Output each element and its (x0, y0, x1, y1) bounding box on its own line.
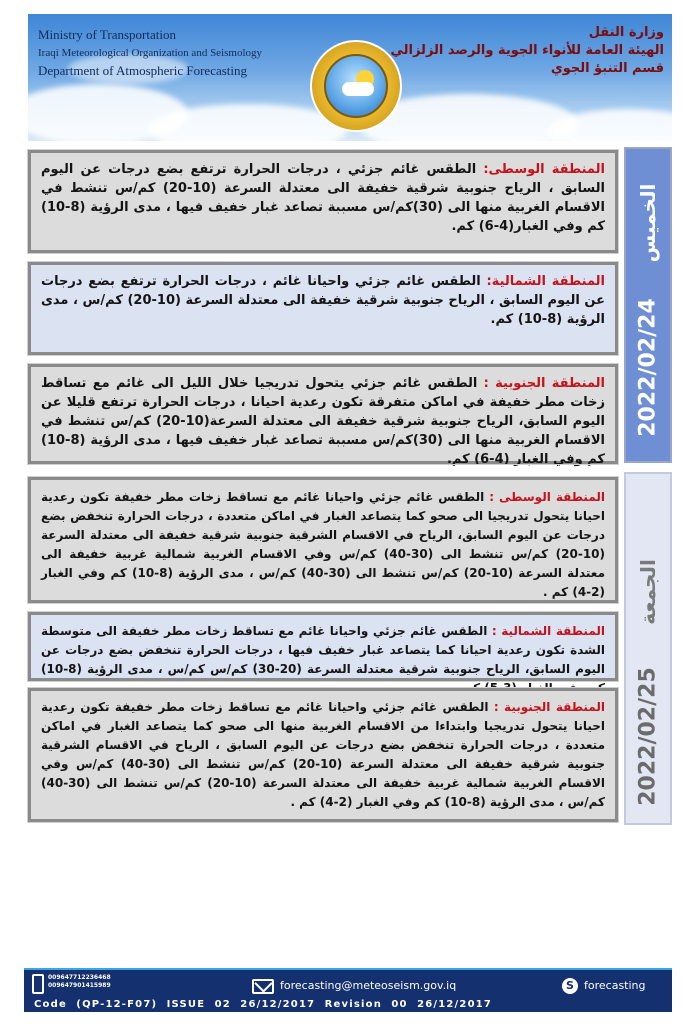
forecast-central-day2 (28, 477, 618, 603)
forecast-south-day1 (28, 364, 618, 467)
day-date: 2022/02/24 (635, 298, 661, 437)
day-name: الجمعة (636, 559, 660, 625)
forecast-text: الطقس غائم جزئي واحيانا غائم مع تساقط زخات مطر خفيفة الى متوسطة الشدة تكون رعدية احيانا كما يتصاعد غبار خفيف فيها ، درجات الحرارة تنخفض بضع درجات عن اليوم السابق، الرياح جنوبية شرقية معتدلة السرعة (20-30) كم/س كم/س ، مدى الرؤية (8-10) (41, 624, 605, 676)
forecast-text: الطقس غائم جزئي ، درجات الحرارة ترتفع بضع درجات عن اليوم السابق ، الرياح جنوبية شرقية خفيفة الى معتدلة السرعة (10-20) كم/س تنشط في الاقسام الغربية منها الى (30)كم/س مسببة تصاعد غبار خفيف فيها ، مدى الرؤية (8-10) كم وفي الغبار(4-6) كم. (41, 162, 605, 234)
department-name-ar: قسم التنبؤ الجوي (550, 61, 664, 76)
skype-handle[interactable]: forecasting (584, 979, 646, 992)
ministry-name-en: Ministry of Transportation (38, 27, 176, 42)
phone-icon (32, 974, 44, 994)
forecast-north-day1 (28, 262, 618, 355)
forecast-text: الطقس غائم جزئي واحيانا غائم ، درجات الحرارة ترتفع بضع درجات عن اليوم السابق ، الرياح جنوبية شرقية خفيفة الى معتدلة السرعة (10-20) كم/س ، مدى الرؤية (8-10) كم. (41, 274, 605, 327)
region-label: المنطقة الوسطى : (489, 490, 605, 504)
day-name: الخميس (636, 183, 660, 263)
forecast-text: الطقس غائم جزئي واحيانا غائم مع تساقط زخات مطر خفيفة تكون رعدية احيانا يتحول تدريجيا وابتداءا من الاقسام الغربية منها الى صحو كما يتصاعد الغبار في اماكن متعددة ، درجات الحرارة تنخفض بضع درجات عن اليوم السابق ، الرياح في الاقسام الشرقية جنوبية شرقية خفيفة الى معتدلة السرعة (10-20) كم/س تنشط الى (30-40) كم/س وفي الاقسام الغربية شمالية غربية خفيفة الى معتدلة السرعة (10-20) كم/س تنشط الى (30-40) كم/س ، مدى الرؤية (8-10) كم وفي الغبار (2-4) كم . (41, 700, 606, 809)
forecast-south-day2 (28, 688, 618, 822)
day-tab-friday (624, 472, 672, 825)
phone-number[interactable]: 009647712236468 (48, 974, 111, 981)
day-date: 2022/02/25 (635, 667, 661, 806)
forecast-central-day1 (28, 150, 618, 253)
organization-name-en: Iraqi Meteorological Organization and Seismology (38, 47, 263, 59)
footer-bar (24, 968, 672, 1012)
region-label: المنطقة الجنوبية : (493, 700, 605, 714)
region-label: المنطقة الجنوبية : (483, 376, 605, 391)
ministry-name-ar: وزارة النقل (588, 25, 664, 40)
region-label: المنطقة الشمالية: (486, 274, 605, 289)
region-label: المنطقة الوسطى: (483, 162, 605, 177)
document-code: Code (QP-12-F07) ISSUE 02 26/12/2017 Revision 00 26/12/2017 (34, 999, 493, 1010)
header-arabic (390, 24, 664, 78)
phone-number[interactable]: 009647901415989 (48, 982, 111, 989)
forecast-north-day2 (28, 612, 618, 681)
phone-numbers (48, 974, 111, 990)
organization-logo (310, 40, 402, 132)
forecast-text: الطقس غائم جزئي يتحول تدريجيا خلال الليل الى غائم مع تساقط زخات مطر خفيفة في اماكن متفرقة تكون رعدية احيانا ، درجات الحرارة ترتفع قليلا عن اليوم السابق، الرياح جنوبية شرقية خفيفة الى معتدلة السرعة(10-20) كم/س تنشط في الاقسام الغربية منها الى (30)كم/س مسببة تصاعد غبار خفيف فيها ، مدى الرؤية (8-10) كم وفي الغبار (4-6) كم. (41, 376, 605, 467)
day-tab-thursday (624, 147, 672, 463)
department-name-en: Department of Atmospheric Forecasting (38, 63, 248, 78)
header-english (38, 26, 262, 80)
region-label: المنطقة الشمالية : (491, 624, 605, 638)
forecast-text: الطقس غائم جزئي واحيانا غائم مع تساقط زخات مطر خفيفة تكون رعدية احيانا يتحول تدريجيا الى صحو كما يتصاعد الغبار في اماكن متعددة ، درجات الحرارة تنخفض بضع درجات عن اليوم السابق، الرياح في الاقسام الشرقية جنوبية شرقية خفيفة الى معتدلة السرعة (10-20) كم/س تنشط الى (30-40) كم/س وفي الاقسام الغربية شمالية غربية خفيفة الى معتدلة السرعة (10-20) كم/س تنشط الى (30-40) كم/س ، مدى الرؤية (8-10) كم وفي الغبار (2-4) كم . (41, 490, 605, 599)
header-banner (28, 14, 672, 141)
email-link[interactable]: forecasting@meteoseism.gov.iq (280, 979, 457, 992)
organization-name-ar: الهيئة العامة للأنواء الجوية والرصد الزلزالي (390, 43, 664, 58)
mail-icon (252, 979, 274, 994)
skype-icon: S (562, 978, 578, 994)
